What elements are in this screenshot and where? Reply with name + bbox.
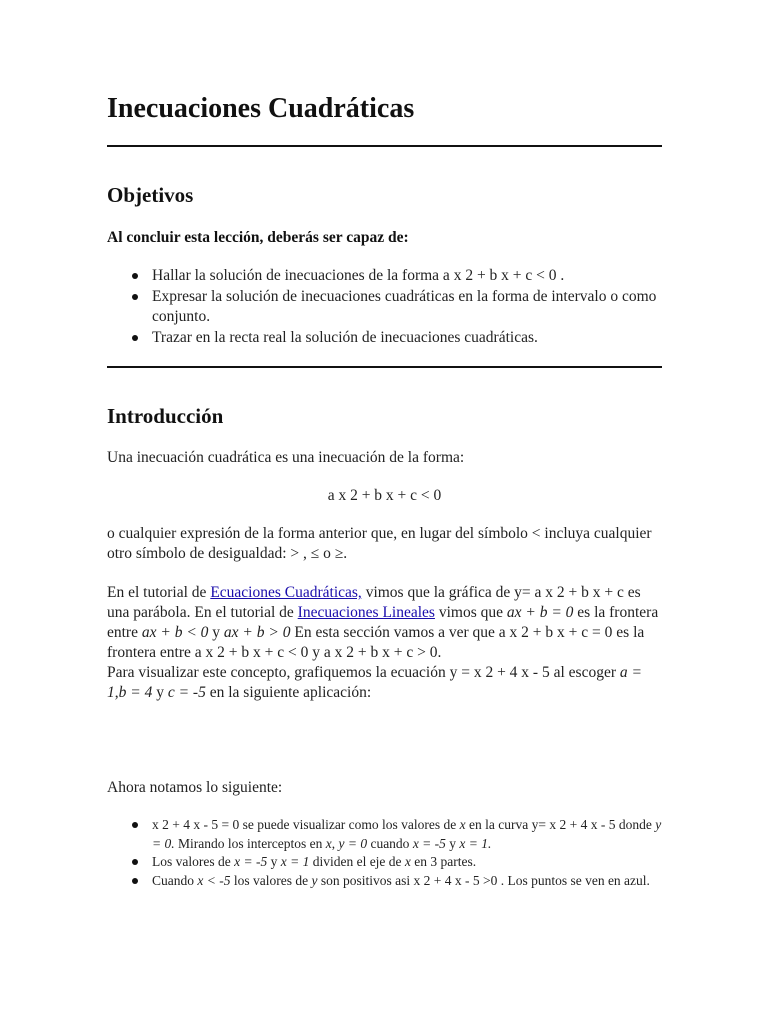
tutorial-paragraph: En el tutorial de Ecuaciones Cuadráticas, vimos que la gráfica de y= a x 2 + b x + c es una parábola. En el tutorial de Inecuaciones Lineales vimos que ax + b = 0 es la frontera entre ax + b < 0 y ax + b > 0 En esta sección vamos a ver que a x 2 + b x + c = 0 es la frontera entre a x 2 + b x + c < 0 y a x 2 + b x + c > 0. Para visualizar este concepto, grafiquemos la ecuación y = x 2 + 4 x - 5 al escoger a = 1,b = 4 y c = -5 en la siguiente aplicación: bbox=[107, 584, 659, 701]
introduction-heading: Introducción bbox=[107, 404, 224, 428]
objectives-heading: Objetivos bbox=[107, 183, 194, 207]
list-item: x 2 + 4 x - 5 = 0 se puede visualizar como los valores de x en la curva y= x 2 + 4 x - 5 donde y = 0. Mirando los interceptos en x, y = 0 cuando x = -5 y x = 1. bbox=[107, 816, 662, 853]
list-item: Los valores de x = -5 y x = 1 dividen el eje de x en 3 partes. bbox=[107, 853, 662, 872]
linear-inequalities-link[interactable]: Inecuaciones Lineales bbox=[297, 604, 435, 621]
quadratic-equations-link[interactable]: Ecuaciones Cuadráticas, bbox=[210, 584, 362, 601]
list-item: Hallar la solución de inecuaciones de la forma a x 2 + b x + c < 0 . bbox=[107, 266, 662, 287]
symbols-paragraph: o cualquier expresión de la forma anterior que, en lugar del símbolo < incluya cualquier otro símbolo de desigualdad: > , ≤ o ≥. bbox=[107, 525, 652, 562]
objectives-list bbox=[107, 266, 662, 348]
list-item: Trazar en la recta real la solución de inecuaciones cuadráticas. bbox=[107, 328, 662, 349]
objectives-intro: Al concluir esta lección, deberás ser capaz de: bbox=[107, 229, 409, 246]
inequality-formula: a x 2 + b x + c < 0 bbox=[327, 487, 442, 504]
list-item: Cuando x < -5 los valores de y son positivos asi x 2 + 4 x - 5 >0 . Los puntos se ven en azul. bbox=[107, 872, 662, 891]
objectives-divider bbox=[107, 366, 662, 368]
intro-paragraph: Una inecuación cuadrática es una inecuación de la forma: bbox=[107, 449, 465, 466]
observations-intro: Ahora notamos lo siguiente: bbox=[107, 779, 283, 796]
title-divider bbox=[107, 145, 662, 147]
page-title: Inecuaciones Cuadráticas bbox=[107, 93, 415, 124]
list-item: Expresar la solución de inecuaciones cuadráticas en la forma de intervalo o como conjunto. bbox=[107, 287, 662, 328]
observations-list bbox=[107, 816, 662, 890]
